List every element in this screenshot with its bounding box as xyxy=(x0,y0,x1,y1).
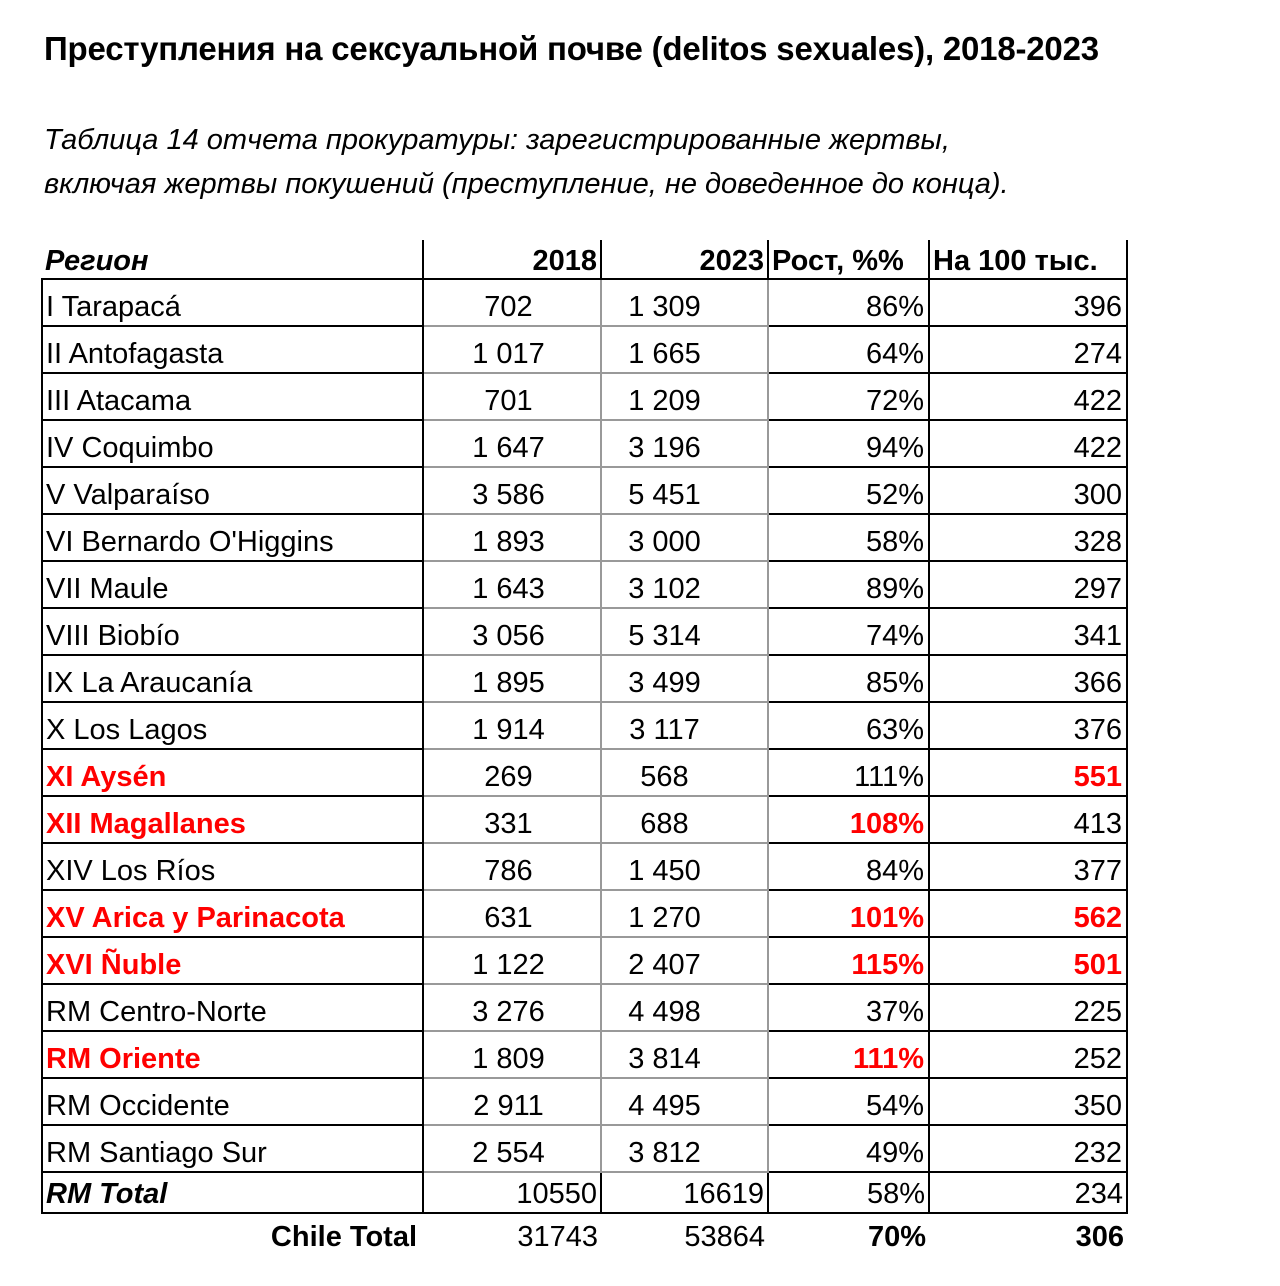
rm-total-growth: 58% xyxy=(768,1172,929,1213)
table-row xyxy=(42,796,1127,843)
rate-cell: 232 xyxy=(929,1125,1127,1172)
value-2023-cell: 3 499 xyxy=(601,655,768,702)
rate-cell: 562 xyxy=(929,890,1127,937)
growth-cell: 74% xyxy=(768,608,929,655)
value-2018-cell: 1 809 xyxy=(423,1031,601,1078)
chile-total-2018: 31743 xyxy=(517,1221,598,1253)
region-cell: RM Santiago Sur xyxy=(42,1125,423,1172)
value-2023-cell: 5 451 xyxy=(601,467,768,514)
table-row xyxy=(42,1078,1127,1125)
value-2018-cell: 701 xyxy=(423,373,601,420)
rate-cell: 225 xyxy=(929,984,1127,1031)
rate-cell: 274 xyxy=(929,326,1127,373)
table-row xyxy=(42,890,1127,937)
page-title: Преступления на сексуальной почве (delitos sexuales), 2018-2023 xyxy=(44,30,1099,67)
value-2023-cell: 688 xyxy=(601,796,768,843)
subtitle-line-2: включая жертвы покушений (преступление, не доведенное до конца). xyxy=(44,168,1009,200)
rate-cell: 422 xyxy=(929,373,1127,420)
region-cell: RM Oriente xyxy=(42,1031,423,1078)
growth-cell: 94% xyxy=(768,420,929,467)
region-cell: I Tarapacá xyxy=(42,279,423,326)
rate-cell: 376 xyxy=(929,702,1127,749)
header-2023: 2023 xyxy=(601,240,768,279)
chile-total-growth: 70% xyxy=(867,1221,926,1253)
growth-cell: 52% xyxy=(768,467,929,514)
rm-total-label: RM Total xyxy=(42,1172,423,1213)
header-rate: На 100 тыс. xyxy=(929,240,1127,279)
value-2018-cell: 1 017 xyxy=(423,326,601,373)
region-cell: VI Bernardo O'Higgins xyxy=(42,514,423,561)
value-2018-cell: 1 643 xyxy=(423,561,601,608)
rate-cell: 300 xyxy=(929,467,1127,514)
rate-cell: 328 xyxy=(929,514,1127,561)
region-cell: V Valparaíso xyxy=(42,467,423,514)
value-2018-cell: 3 056 xyxy=(423,608,601,655)
rm-total-2018: 10550 xyxy=(423,1172,601,1213)
table-row xyxy=(42,420,1127,467)
region-cell: VII Maule xyxy=(42,561,423,608)
growth-cell: 108% xyxy=(768,796,929,843)
growth-cell: 115% xyxy=(768,937,929,984)
rate-cell: 341 xyxy=(929,608,1127,655)
table-row xyxy=(42,843,1127,890)
value-2018-cell: 2 911 xyxy=(423,1078,601,1125)
chile-total-label: Chile Total xyxy=(270,1221,417,1253)
value-2023-cell: 1 309 xyxy=(601,279,768,326)
table-row xyxy=(42,608,1127,655)
chile-total-row xyxy=(42,1213,1127,1254)
region-cell: RM Centro-Norte xyxy=(42,984,423,1031)
rm-total-2023: 16619 xyxy=(601,1172,768,1213)
region-cell: XVI Ñuble xyxy=(42,937,423,984)
region-cell: III Atacama xyxy=(42,373,423,420)
value-2023-cell: 568 xyxy=(601,749,768,796)
subtitle xyxy=(44,118,1009,206)
growth-cell: 85% xyxy=(768,655,929,702)
value-2023-cell: 3 000 xyxy=(601,514,768,561)
header-growth: Рост, %% xyxy=(768,240,929,279)
value-2023-cell: 3 117 xyxy=(601,702,768,749)
value-2023-cell: 2 407 xyxy=(601,937,768,984)
rate-cell: 396 xyxy=(929,279,1127,326)
table-row xyxy=(42,279,1127,326)
growth-cell: 111% xyxy=(768,1031,929,1078)
growth-cell: 49% xyxy=(768,1125,929,1172)
value-2018-cell: 1 647 xyxy=(423,420,601,467)
growth-cell: 72% xyxy=(768,373,929,420)
region-cell: XIV Los Ríos xyxy=(42,843,423,890)
growth-cell: 86% xyxy=(768,279,929,326)
table-row xyxy=(42,514,1127,561)
region-cell: RM Occidente xyxy=(42,1078,423,1125)
region-cell: XI Aysén xyxy=(42,749,423,796)
growth-cell: 58% xyxy=(768,514,929,561)
rate-cell: 252 xyxy=(929,1031,1127,1078)
value-2023-cell: 3 102 xyxy=(601,561,768,608)
table-row xyxy=(42,373,1127,420)
value-2018-cell: 631 xyxy=(423,890,601,937)
region-cell: IV Coquimbo xyxy=(42,420,423,467)
value-2018-cell: 3 276 xyxy=(423,984,601,1031)
table-row xyxy=(42,561,1127,608)
rate-cell: 350 xyxy=(929,1078,1127,1125)
rate-cell: 297 xyxy=(929,561,1127,608)
rate-cell: 413 xyxy=(929,796,1127,843)
value-2018-cell: 1 895 xyxy=(423,655,601,702)
table-row xyxy=(42,1125,1127,1172)
header-row xyxy=(42,240,1127,279)
subtitle-line-1: Таблица 14 отчета прокуратуры: зарегистрированные жертвы, xyxy=(44,124,950,156)
rm-total-row xyxy=(42,1172,1127,1213)
value-2023-cell: 1 450 xyxy=(601,843,768,890)
value-2023-cell: 1 665 xyxy=(601,326,768,373)
table-row xyxy=(42,984,1127,1031)
table-row xyxy=(42,937,1127,984)
table-row xyxy=(42,702,1127,749)
rate-cell: 551 xyxy=(929,749,1127,796)
growth-cell: 64% xyxy=(768,326,929,373)
value-2018-cell: 1 893 xyxy=(423,514,601,561)
value-2023-cell: 3 196 xyxy=(601,420,768,467)
header-region: Регион xyxy=(42,240,423,279)
table-row xyxy=(42,1031,1127,1078)
value-2023-cell: 5 314 xyxy=(601,608,768,655)
value-2018-cell: 269 xyxy=(423,749,601,796)
rm-total-rate: 234 xyxy=(929,1172,1127,1213)
rate-cell: 366 xyxy=(929,655,1127,702)
value-2018-cell: 331 xyxy=(423,796,601,843)
chile-total-rate: 306 xyxy=(1075,1221,1124,1253)
value-2023-cell: 3 812 xyxy=(601,1125,768,1172)
rate-cell: 422 xyxy=(929,420,1127,467)
table-row xyxy=(42,326,1127,373)
region-cell: II Antofagasta xyxy=(42,326,423,373)
region-cell: IX La Araucanía xyxy=(42,655,423,702)
value-2023-cell: 4 498 xyxy=(601,984,768,1031)
growth-cell: 37% xyxy=(768,984,929,1031)
chile-total-2023: 53864 xyxy=(684,1221,765,1253)
header-2018: 2018 xyxy=(423,240,601,279)
growth-cell: 101% xyxy=(768,890,929,937)
region-cell: X Los Lagos xyxy=(42,702,423,749)
rate-cell: 377 xyxy=(929,843,1127,890)
growth-cell: 54% xyxy=(768,1078,929,1125)
value-2018-cell: 3 586 xyxy=(423,467,601,514)
region-cell: XV Arica y Parinacota xyxy=(42,890,423,937)
table-row xyxy=(42,655,1127,702)
value-2018-cell: 1 122 xyxy=(423,937,601,984)
crime-table xyxy=(41,240,1128,1254)
growth-cell: 63% xyxy=(768,702,929,749)
value-2018-cell: 702 xyxy=(423,279,601,326)
value-2023-cell: 3 814 xyxy=(601,1031,768,1078)
growth-cell: 84% xyxy=(768,843,929,890)
value-2023-cell: 1 209 xyxy=(601,373,768,420)
value-2018-cell: 2 554 xyxy=(423,1125,601,1172)
table-row xyxy=(42,467,1127,514)
value-2018-cell: 786 xyxy=(423,843,601,890)
rate-cell: 501 xyxy=(929,937,1127,984)
region-cell: VIII Biobío xyxy=(42,608,423,655)
value-2023-cell: 4 495 xyxy=(601,1078,768,1125)
growth-cell: 111% xyxy=(768,749,929,796)
growth-cell: 89% xyxy=(768,561,929,608)
value-2023-cell: 1 270 xyxy=(601,890,768,937)
region-cell: XII Magallanes xyxy=(42,796,423,843)
table-row xyxy=(42,749,1127,796)
value-2018-cell: 1 914 xyxy=(423,702,601,749)
